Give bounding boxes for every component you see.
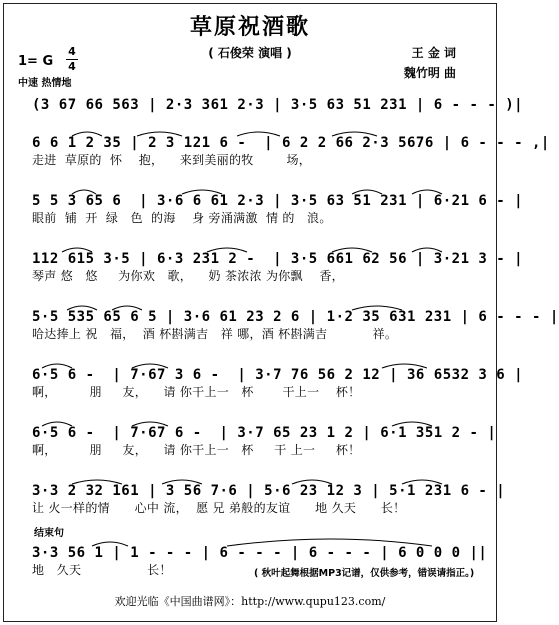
slur-marks bbox=[32, 244, 480, 254]
slur-marks bbox=[32, 538, 480, 548]
lyric-line: 走进 草原的 怀 抱， 来到美丽的牧 场， bbox=[32, 153, 312, 167]
notation-line: (3 67 66 563 | 2·3 361 2·3 | 3·5 63 51 231 | 6 - - - )| bbox=[32, 97, 524, 113]
composer-credit: 魏竹明 曲 bbox=[403, 66, 456, 80]
lyric-line: 啊， 朋 友， 请 你干上一 杯 干上一 杯！ bbox=[32, 385, 361, 399]
slur-marks bbox=[32, 128, 480, 138]
singer-credit: ( 石俊荣 演唱 ) bbox=[208, 46, 292, 60]
slur-marks bbox=[32, 418, 480, 428]
score-row bbox=[32, 134, 550, 168]
score-row bbox=[32, 96, 524, 114]
notation-line: 5·5 535 65 6 5 | 3·6 61 23 2 6 | 1·2 35 631 231 | 6 - - - | bbox=[32, 309, 559, 325]
lyricist-credit: 王 金 词 bbox=[411, 46, 456, 60]
meter-bottom: 4 bbox=[68, 60, 76, 73]
music-sheet bbox=[3, 3, 559, 622]
ending-label: 结束句 bbox=[34, 528, 64, 539]
notation-line: 112 615 3·5 | 6·3 231 2 - | 3·5 661 62 56 | 3·21 3 - | bbox=[32, 251, 524, 267]
lyric-line: 眼前 铺 开 绿 色 的海 身 旁涌满激 情 的 浪。 bbox=[32, 211, 332, 225]
score-row bbox=[32, 250, 524, 284]
song-title: 草原祝酒歌 bbox=[189, 14, 310, 40]
score-row bbox=[32, 192, 524, 226]
meter-top: 4 bbox=[68, 45, 76, 58]
site-footer: 欢迎光临《中国曲谱网》：http://www.qupu123.com/ bbox=[114, 595, 386, 608]
lyric-line: 琴声 悠 悠 为你欢 歌， 奶 茶浓浓 为你飘 香， bbox=[32, 269, 344, 283]
key-signature: 1= G bbox=[18, 54, 54, 69]
notation-line: 6·5 6 - | 7·67 6 - | 3·7 65 23 1 2 | 6·1 351 2 - | bbox=[32, 425, 497, 441]
notation-line: 6 6 1 2 35 | 2 3 121 6 - | 6 2 2 66 2·3 5676 | 6 - - - ,| bbox=[32, 135, 550, 151]
notation-line: 5 5 3 65 6 | 3·6 6 61 2·3 | 3·5 63 51 231 | 6·21 6 - | bbox=[32, 193, 524, 209]
time-signature bbox=[66, 46, 78, 73]
notation-line: 3·3 56 1 | 1 - - - | 6 - - - | 6 - - - | 6 0 0 0 || bbox=[32, 545, 488, 561]
score-row bbox=[32, 424, 497, 458]
lyric-line: 哈达捧上 祝 福， 酒 杯斟满吉 祥 哪，酒 杯斟满吉 祥。 bbox=[32, 327, 398, 341]
score-row bbox=[32, 366, 524, 400]
notation-line: 6·5 6 - | 7·67 3 6 - | 3·7 76 56 2 12 | 36 6532 3 6 | bbox=[32, 367, 524, 383]
score-row bbox=[32, 308, 559, 342]
transcription-note: ( 秋叶起舞根据MP3记谱，仅供参考，错误请指正。) bbox=[254, 568, 475, 579]
slur-marks bbox=[32, 476, 480, 486]
lyric-line: 地 久天 长！ bbox=[32, 563, 172, 577]
tempo-marking: 中速 热情地 bbox=[18, 78, 72, 89]
score-row bbox=[32, 482, 506, 516]
lyric-line: 啊， 朋 友， 请 你干上一 杯 干 上一 杯！ bbox=[32, 443, 361, 457]
slur-marks bbox=[32, 360, 480, 370]
slur-marks bbox=[32, 186, 480, 196]
notation-line: 3·3 2 32 161 | 3 56 7·6 | 5·6 23 12 3 | 5·1 231 6 - | bbox=[32, 483, 506, 499]
lyric-line: 让 火一样的情 心中 流， 愿 兄 弟般的友谊 地 久天 长！ bbox=[32, 501, 406, 515]
slur-marks bbox=[32, 302, 480, 312]
